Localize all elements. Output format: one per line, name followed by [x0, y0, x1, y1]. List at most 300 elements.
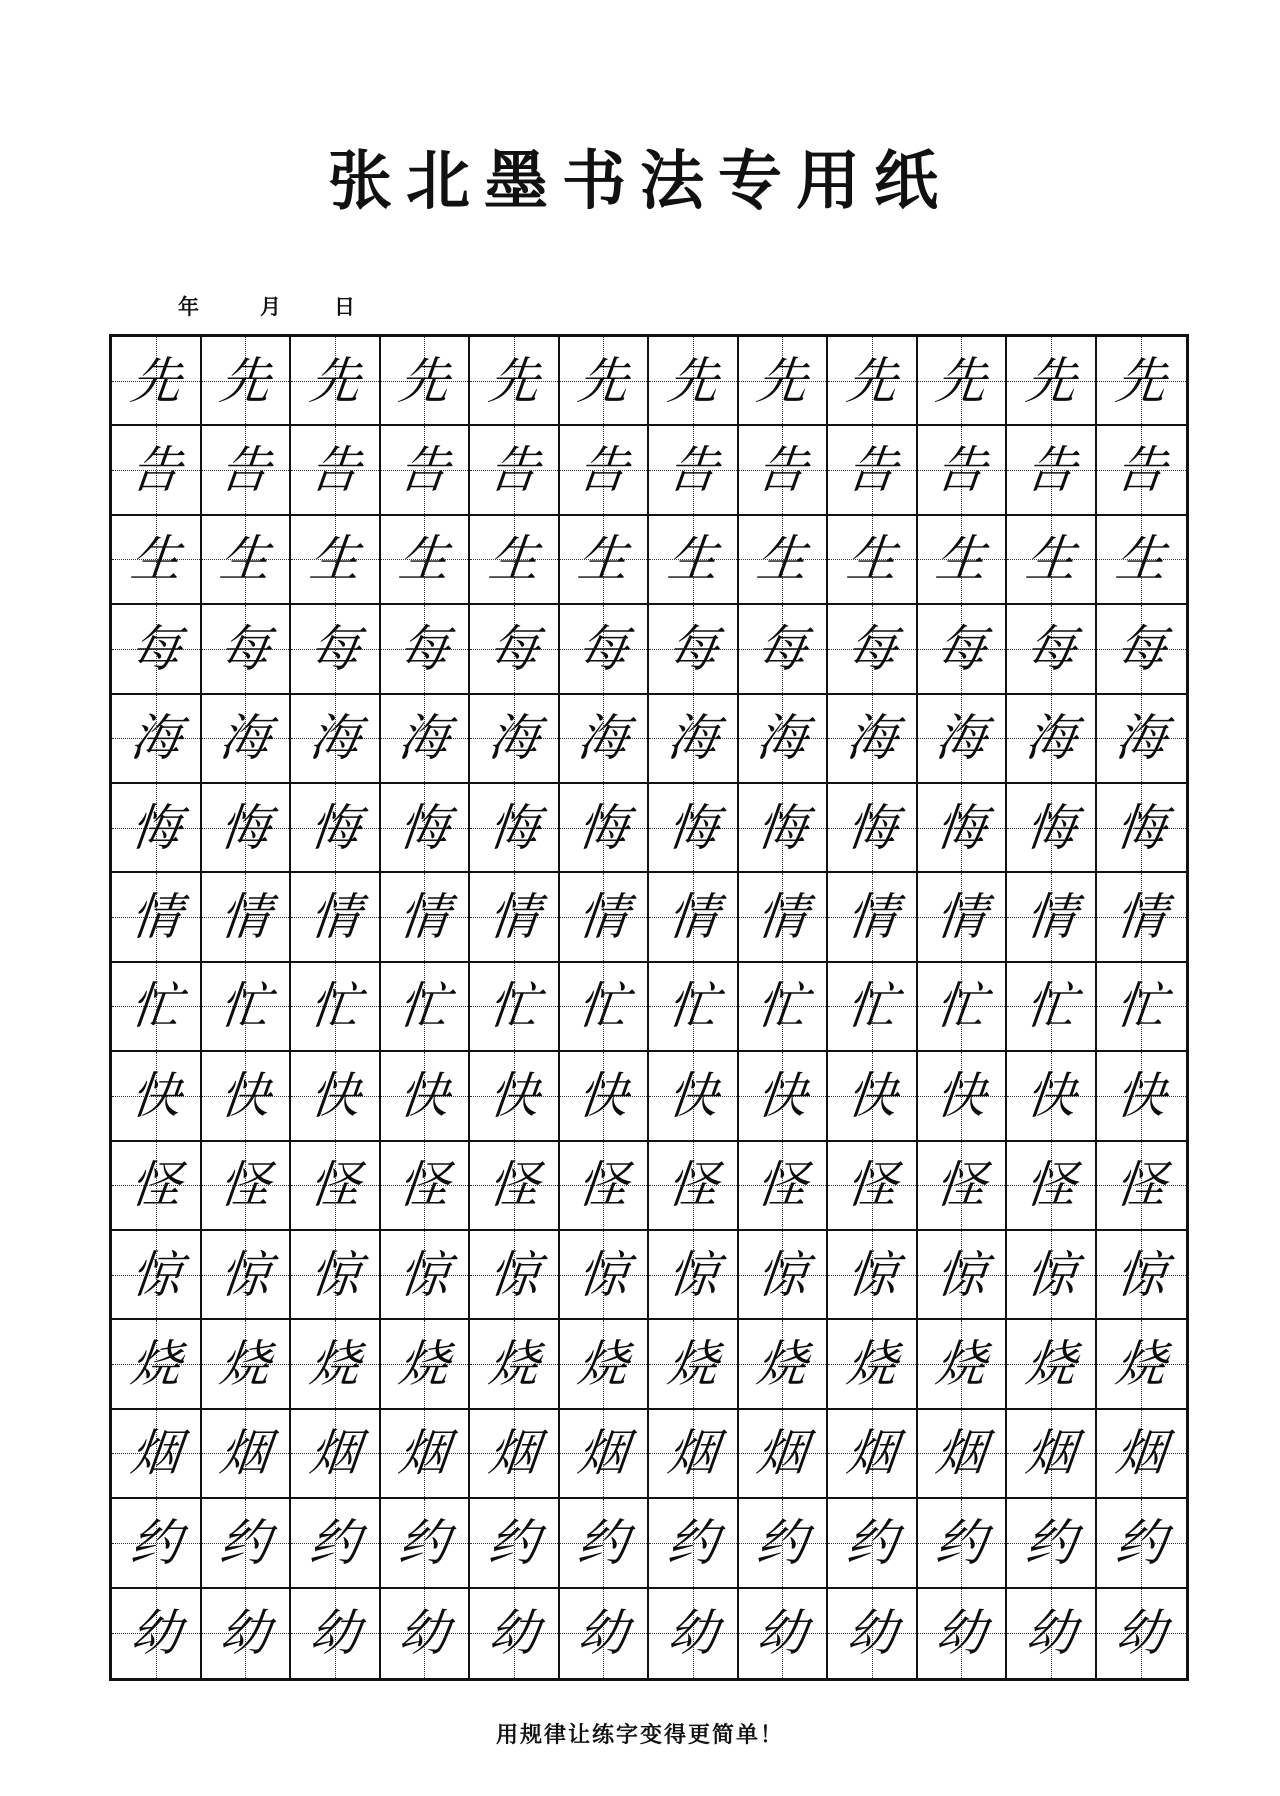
practice-character: 每: [306, 619, 363, 678]
practice-character: 海: [127, 709, 184, 768]
practice-character: 幼: [664, 1604, 721, 1663]
practice-character: 怪: [933, 1156, 990, 1215]
grid-cell: [381, 1142, 471, 1231]
practice-character: 情: [127, 888, 184, 947]
practice-character: 悔: [933, 798, 990, 857]
grid-cell: [739, 784, 829, 873]
practice-character: 惊: [1022, 1245, 1079, 1304]
practice-character: 快: [127, 1066, 184, 1125]
practice-character: 惊: [127, 1245, 184, 1304]
grid-cell: [828, 337, 918, 426]
practice-character: 每: [1113, 619, 1170, 678]
grid-cell: [649, 516, 739, 605]
grid-cell: [291, 1410, 381, 1499]
grid-cell: [918, 1142, 1008, 1231]
grid-cell: [381, 337, 471, 426]
practice-character: 告: [396, 441, 453, 500]
grid-cell: [202, 1320, 292, 1409]
grid-cell: [470, 1499, 560, 1588]
grid-cell: [560, 1589, 650, 1678]
grid-cell: [470, 426, 560, 515]
grid-cell: [739, 1231, 829, 1320]
grid-cell: [1007, 784, 1097, 873]
grid-cell: [202, 1052, 292, 1141]
practice-character: 先: [396, 351, 453, 410]
grid-cell: [560, 1052, 650, 1141]
practice-character: 海: [217, 709, 274, 768]
grid-cell: [1097, 695, 1187, 784]
practice-character: 每: [127, 619, 184, 678]
practice-character: 忙: [664, 977, 721, 1036]
practice-character: 情: [1113, 888, 1170, 947]
practice-character: 约: [485, 1513, 542, 1572]
grid-cell: [470, 1410, 560, 1499]
grid-cell: [739, 426, 829, 515]
practice-character: 快: [933, 1066, 990, 1125]
grid-cell: [470, 1320, 560, 1409]
grid-cell: [470, 337, 560, 426]
practice-character: 怪: [1022, 1156, 1079, 1215]
grid-cell: [1007, 1589, 1097, 1678]
practice-character: 约: [933, 1513, 990, 1572]
grid-cell: [112, 1052, 202, 1141]
grid-cell: [560, 784, 650, 873]
grid-cell: [1007, 873, 1097, 962]
practice-character: 快: [306, 1066, 363, 1125]
practice-character: 悔: [754, 798, 811, 857]
practice-character: 告: [843, 441, 900, 500]
practice-character: 烧: [664, 1335, 721, 1394]
practice-character: 告: [1113, 441, 1170, 500]
grid-cell: [1007, 695, 1097, 784]
grid-cell: [739, 1142, 829, 1231]
practice-character: 每: [485, 619, 542, 678]
grid-cell: [381, 1320, 471, 1409]
practice-character: 情: [754, 888, 811, 947]
date-year-label: 年: [178, 295, 199, 319]
grid-cell: [560, 605, 650, 694]
grid-cell: [828, 1410, 918, 1499]
grid-cell: [381, 1052, 471, 1141]
practice-character: 幼: [485, 1604, 542, 1663]
practice-character: 烟: [485, 1424, 542, 1483]
grid-cell: [828, 1499, 918, 1588]
grid-cell: [291, 337, 381, 426]
grid-cell: [112, 1410, 202, 1499]
footer-slogan: 用规律让练字变得更简单！: [495, 1723, 784, 1748]
practice-character: 忙: [217, 977, 274, 1036]
practice-character: 忙: [1113, 977, 1170, 1036]
practice-character: 怪: [485, 1156, 542, 1215]
practice-character: 生: [754, 530, 811, 589]
practice-character: 约: [1022, 1513, 1079, 1572]
practice-character: 情: [575, 888, 632, 947]
practice-character: 约: [306, 1513, 363, 1572]
practice-character: 烧: [754, 1335, 811, 1394]
practice-character: 约: [1113, 1513, 1170, 1572]
practice-character: 约: [843, 1513, 900, 1572]
practice-character: 每: [754, 619, 811, 678]
practice-character: 告: [575, 441, 632, 500]
practice-character: 烟: [217, 1424, 274, 1483]
grid-cell: [112, 1499, 202, 1588]
grid-cell: [560, 873, 650, 962]
grid-cell: [649, 1410, 739, 1499]
practice-character: 先: [843, 351, 900, 410]
grid-cell: [739, 337, 829, 426]
practice-character: 快: [485, 1066, 542, 1125]
practice-character: 怪: [1113, 1156, 1170, 1215]
practice-character: 烧: [217, 1335, 274, 1394]
grid-cell: [918, 605, 1008, 694]
practice-character: 怪: [754, 1156, 811, 1215]
practice-character: 每: [217, 619, 274, 678]
practice-character: 惊: [1113, 1245, 1170, 1304]
grid-cell: [828, 1589, 918, 1678]
grid-cell: [1007, 426, 1097, 515]
grid-cell: [918, 1410, 1008, 1499]
grid-cell: [828, 963, 918, 1052]
practice-character: 惊: [396, 1245, 453, 1304]
practice-character: 海: [1113, 709, 1170, 768]
practice-character: 情: [306, 888, 363, 947]
practice-character: 忙: [933, 977, 990, 1036]
grid-cell: [649, 426, 739, 515]
grid-cell: [739, 873, 829, 962]
practice-character: 烟: [127, 1424, 184, 1483]
practice-character: 烟: [843, 1424, 900, 1483]
practice-character: 烧: [485, 1335, 542, 1394]
practice-character: 幼: [127, 1604, 184, 1663]
grid-cell: [112, 873, 202, 962]
grid-cell: [560, 516, 650, 605]
grid-cell: [649, 1320, 739, 1409]
practice-character: 悔: [575, 798, 632, 857]
practice-character: 悔: [217, 798, 274, 857]
grid-cell: [649, 1589, 739, 1678]
grid-cell: [1097, 1142, 1187, 1231]
practice-character: 惊: [664, 1245, 721, 1304]
practice-character: 告: [217, 441, 274, 500]
practice-character: 忙: [575, 977, 632, 1036]
practice-character: 生: [217, 530, 274, 589]
grid-cell: [649, 1052, 739, 1141]
grid-cell: [202, 1231, 292, 1320]
practice-character: 告: [933, 441, 990, 500]
grid-cell: [1097, 1589, 1187, 1678]
grid-cell: [828, 695, 918, 784]
grid-cell: [202, 337, 292, 426]
practice-character: 烟: [575, 1424, 632, 1483]
practice-character: 快: [664, 1066, 721, 1125]
grid-cell: [470, 605, 560, 694]
practice-character: 忙: [396, 977, 453, 1036]
practice-character: 烟: [754, 1424, 811, 1483]
grid-cell: [828, 1052, 918, 1141]
practice-character: 烟: [1113, 1424, 1170, 1483]
grid-cell: [739, 1499, 829, 1588]
grid-cell: [739, 1589, 829, 1678]
grid-cell: [649, 1142, 739, 1231]
practice-character: 约: [575, 1513, 632, 1572]
grid-cell: [112, 1589, 202, 1678]
grid-cell: [1097, 605, 1187, 694]
grid-cell: [381, 963, 471, 1052]
practice-character: 生: [664, 530, 721, 589]
practice-character: 快: [843, 1066, 900, 1125]
practice-character: 每: [664, 619, 721, 678]
grid-cell: [739, 1410, 829, 1499]
practice-character: 每: [396, 619, 453, 678]
practice-character: 生: [575, 530, 632, 589]
practice-character: 海: [575, 709, 632, 768]
grid-cell: [560, 963, 650, 1052]
practice-character: 生: [127, 530, 184, 589]
grid-cell: [202, 873, 292, 962]
grid-cell: [1097, 1231, 1187, 1320]
grid-cell: [1097, 426, 1187, 515]
grid-cell: [1097, 1320, 1187, 1409]
grid-cell: [828, 426, 918, 515]
grid-cell: [202, 516, 292, 605]
grid-cell: [739, 605, 829, 694]
practice-character: 烟: [933, 1424, 990, 1483]
grid-cell: [918, 963, 1008, 1052]
grid-cell: [1097, 1410, 1187, 1499]
grid-cell: [560, 1142, 650, 1231]
practice-character: 约: [754, 1513, 811, 1572]
practice-character: 约: [127, 1513, 184, 1572]
practice-character: 悔: [485, 798, 542, 857]
practice-character: 忙: [754, 977, 811, 1036]
practice-character: 悔: [664, 798, 721, 857]
practice-character: 告: [1022, 441, 1079, 500]
grid-cell: [560, 1499, 650, 1588]
grid-cell: [381, 873, 471, 962]
grid-cell: [649, 605, 739, 694]
practice-character: 幼: [933, 1604, 990, 1663]
practice-character: 生: [396, 530, 453, 589]
practice-character: 海: [754, 709, 811, 768]
practice-character: 告: [306, 441, 363, 500]
grid-cell: [470, 1589, 560, 1678]
practice-character: 悔: [306, 798, 363, 857]
grid-cell: [470, 784, 560, 873]
practice-character: 怪: [127, 1156, 184, 1215]
practice-character: 怪: [396, 1156, 453, 1215]
grid-cell: [202, 1142, 292, 1231]
grid-cell: [739, 695, 829, 784]
practice-character: 忙: [306, 977, 363, 1036]
practice-character: 情: [933, 888, 990, 947]
grid-cell: [828, 1320, 918, 1409]
grid-cell: [112, 1320, 202, 1409]
grid-cell: [291, 1231, 381, 1320]
grid-cell: [470, 873, 560, 962]
grid-cell: [739, 963, 829, 1052]
grid-cell: [1007, 1499, 1097, 1588]
practice-character: 快: [1113, 1066, 1170, 1125]
grid-cell: [291, 516, 381, 605]
grid-cell: [291, 1589, 381, 1678]
grid-cell: [1007, 337, 1097, 426]
grid-cell: [470, 516, 560, 605]
grid-cell: [381, 426, 471, 515]
practice-character: 先: [485, 351, 542, 410]
grid-cell: [828, 784, 918, 873]
practice-character: 幼: [575, 1604, 632, 1663]
practice-character: 海: [485, 709, 542, 768]
practice-character: 告: [664, 441, 721, 500]
practice-character: 快: [575, 1066, 632, 1125]
practice-character: 海: [1022, 709, 1079, 768]
grid-cell: [649, 1499, 739, 1588]
grid-cell: [918, 516, 1008, 605]
grid-cell: [1097, 337, 1187, 426]
practice-character: 约: [217, 1513, 274, 1572]
page-title: 张北墨书法专用纸: [328, 144, 952, 219]
grid-cell: [1007, 605, 1097, 694]
practice-character: 先: [664, 351, 721, 410]
grid-cell: [828, 873, 918, 962]
practice-character: 烧: [306, 1335, 363, 1394]
grid-cell: [202, 963, 292, 1052]
practice-character: 烧: [933, 1335, 990, 1394]
practice-character: 生: [306, 530, 363, 589]
grid-cell: [1097, 784, 1187, 873]
grid-cell: [739, 1320, 829, 1409]
grid-cell: [560, 426, 650, 515]
practice-character: 怪: [575, 1156, 632, 1215]
practice-character: 烟: [396, 1424, 453, 1483]
practice-character: 惊: [306, 1245, 363, 1304]
date-month-label: 月: [260, 295, 281, 319]
grid-cell: [470, 963, 560, 1052]
practice-character: 烧: [1022, 1335, 1079, 1394]
grid-cell: [1097, 1499, 1187, 1588]
practice-character: 先: [217, 351, 274, 410]
grid-cell: [649, 1231, 739, 1320]
grid-cell: [739, 1052, 829, 1141]
grid-cell: [381, 784, 471, 873]
grid-cell: [202, 426, 292, 515]
grid-cell: [828, 1231, 918, 1320]
grid-cell: [291, 605, 381, 694]
practice-character: 告: [485, 441, 542, 500]
practice-character: 情: [396, 888, 453, 947]
practice-character: 烟: [664, 1424, 721, 1483]
grid-cell: [470, 1052, 560, 1141]
grid-cell: [918, 1320, 1008, 1409]
grid-cell: [828, 1142, 918, 1231]
practice-character: 快: [1022, 1066, 1079, 1125]
grid-cell: [918, 784, 1008, 873]
practice-character: 快: [217, 1066, 274, 1125]
grid-cell: [1007, 1410, 1097, 1499]
grid-cell: [470, 1231, 560, 1320]
practice-character: 怪: [664, 1156, 721, 1215]
practice-character: 约: [664, 1513, 721, 1572]
grid-cell: [291, 1499, 381, 1588]
practice-character: 快: [396, 1066, 453, 1125]
grid-cell: [918, 1589, 1008, 1678]
practice-character: 悔: [396, 798, 453, 857]
practice-character: 先: [754, 351, 811, 410]
grid-cell: [291, 426, 381, 515]
grid-cell: [1007, 1231, 1097, 1320]
practice-character: 烧: [1113, 1335, 1170, 1394]
practice-character: 悔: [1113, 798, 1170, 857]
practice-character: 烧: [127, 1335, 184, 1394]
practice-character: 忙: [127, 977, 184, 1036]
date-day-label: 日: [334, 295, 355, 319]
grid-cell: [1097, 963, 1187, 1052]
grid-cell: [381, 516, 471, 605]
practice-character: 情: [217, 888, 274, 947]
practice-character: 海: [843, 709, 900, 768]
practice-character: 每: [1022, 619, 1079, 678]
practice-character: 生: [843, 530, 900, 589]
practice-character: 每: [575, 619, 632, 678]
grid-cell: [918, 1052, 1008, 1141]
practice-character: 告: [754, 441, 811, 500]
grid-cell: [1097, 873, 1187, 962]
practice-character: 惊: [485, 1245, 542, 1304]
practice-character: 幼: [306, 1604, 363, 1663]
grid-cell: [291, 784, 381, 873]
practice-character: 先: [306, 351, 363, 410]
practice-character: 烧: [843, 1335, 900, 1394]
grid-cell: [560, 1320, 650, 1409]
grid-cell: [112, 695, 202, 784]
practice-character: 惊: [217, 1245, 274, 1304]
grid-cell: [739, 516, 829, 605]
grid-cell: [1097, 516, 1187, 605]
grid-cell: [202, 1499, 292, 1588]
grid-cell: [202, 784, 292, 873]
practice-character: 海: [306, 709, 363, 768]
grid-cell: [112, 605, 202, 694]
grid-cell: [828, 605, 918, 694]
grid-cell: [470, 695, 560, 784]
grid-cell: [560, 695, 650, 784]
practice-character: 幼: [754, 1604, 811, 1663]
grid-cell: [918, 1499, 1008, 1588]
practice-character: 悔: [843, 798, 900, 857]
practice-character: 惊: [575, 1245, 632, 1304]
grid-cell: [291, 963, 381, 1052]
grid-cell: [112, 784, 202, 873]
grid-cell: [202, 605, 292, 694]
practice-character: 惊: [843, 1245, 900, 1304]
grid-cell: [1007, 963, 1097, 1052]
practice-character: 海: [664, 709, 721, 768]
grid-cell: [649, 695, 739, 784]
grid-cell: [1007, 516, 1097, 605]
grid-cell: [291, 1052, 381, 1141]
practice-character: 先: [127, 351, 184, 410]
practice-character: 海: [396, 709, 453, 768]
grid-cell: [918, 873, 1008, 962]
grid-cell: [381, 1231, 471, 1320]
grid-cell: [381, 1589, 471, 1678]
practice-character: 悔: [1022, 798, 1079, 857]
practice-character: 先: [933, 351, 990, 410]
practice-character: 每: [933, 619, 990, 678]
practice-character: 幼: [843, 1604, 900, 1663]
grid-cell: [291, 1320, 381, 1409]
practice-character: 先: [575, 351, 632, 410]
